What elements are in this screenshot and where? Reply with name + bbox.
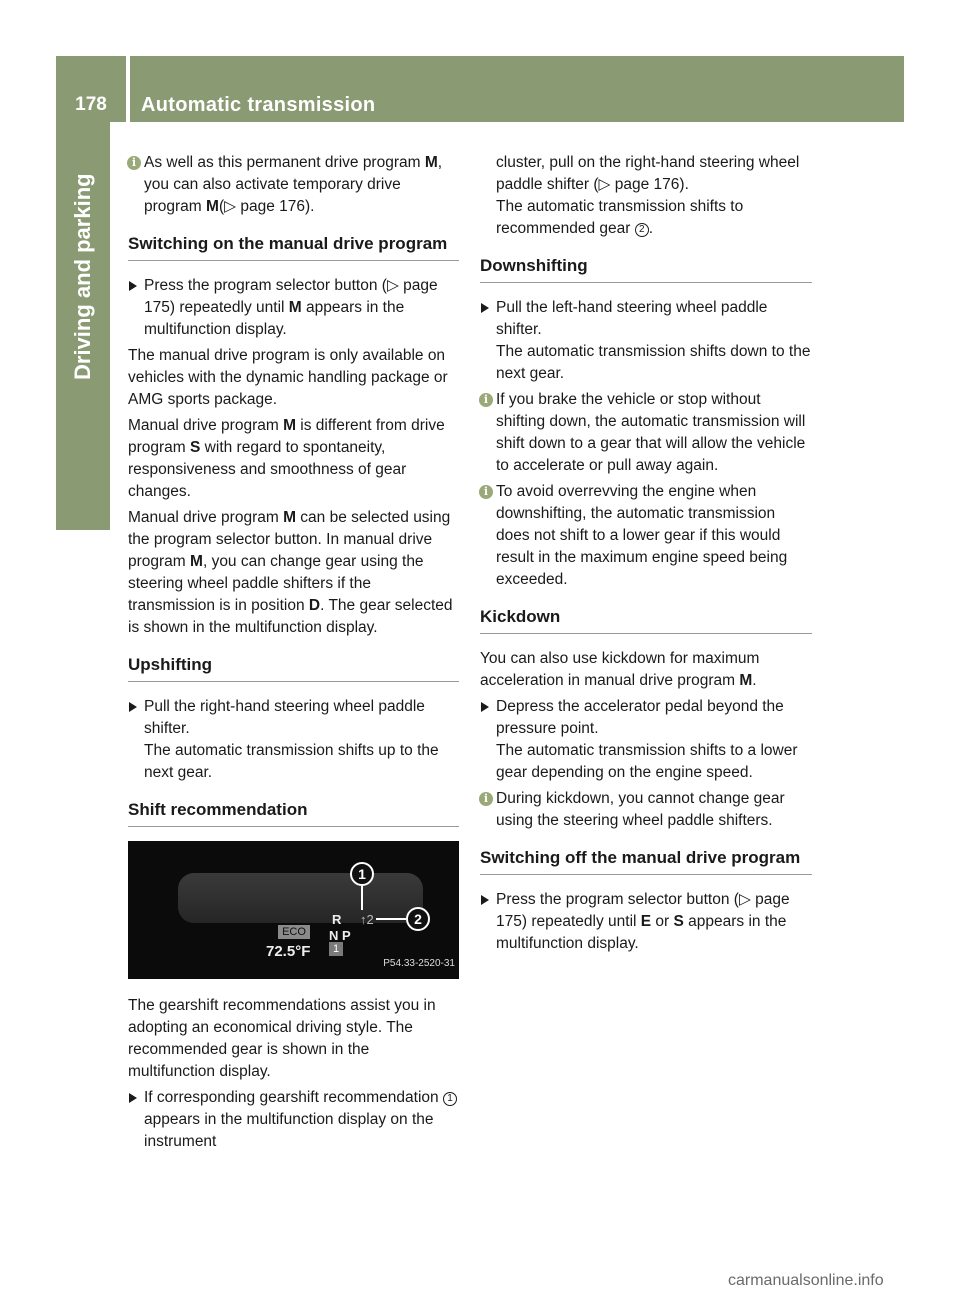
figure-reference: P54.33-2520-31 <box>383 958 455 969</box>
temperature-readout: 72.5°F <box>266 943 311 960</box>
page-title: Automatic transmission <box>141 94 376 116</box>
info-icon: i <box>479 393 493 407</box>
paragraph: You can also use kickdown for maximum acceleration in manual drive program M. <box>480 650 760 689</box>
watermark[interactable]: carmanualsonline.info <box>728 1272 884 1289</box>
heading-upshifting: Upshifting <box>128 653 459 682</box>
step: Pull the left-hand steering wheel paddle shifter. The automatic transmission shifts down to the next gear. <box>480 297 812 385</box>
gear-np: N P <box>329 928 351 943</box>
heading-kickdown: Kickdown <box>480 605 812 634</box>
step-arrow-icon <box>129 281 137 291</box>
side-tab <box>56 122 110 530</box>
gear-r: R <box>332 912 342 927</box>
info-icon: i <box>127 156 141 170</box>
info-icon: i <box>479 485 493 499</box>
step: Pull the right-hand steering wheel paddle shifter. The automatic transmission shifts up to the next gear. <box>128 696 459 784</box>
paragraph: Manual drive program M is different from drive program S with regard to spontaneity, responsiveness and smoothness of gear changes. <box>128 417 445 500</box>
step-arrow-icon <box>129 702 137 712</box>
heading-switching-on: Switching on the manual drive program <box>128 232 459 261</box>
step-arrow-icon <box>481 895 489 905</box>
step-arrow-icon <box>129 1093 137 1103</box>
paragraph: The manual drive program is only available on vehicles with the dynamic handling package or AMG sports package. <box>128 347 448 408</box>
step: Press the program selector button (▷ page 175) repeatedly until E or S appears in the multifunction display. <box>480 889 812 955</box>
right-column <box>480 152 812 959</box>
paragraph: Manual drive program M can be selected using the program selector button. In manual drive program M, you can change gear using the steering wheel paddle shifters if the transmission is in position D. The gear selected is shown in the multifunction display. <box>128 509 453 636</box>
info-note: i As well as this permanent drive program M, you can also activate temporary drive program M(▷ page 176). <box>128 152 459 218</box>
recommended-gear: ↑2 <box>360 912 374 927</box>
callout-2: 2 <box>406 907 430 931</box>
step-arrow-icon <box>481 303 489 313</box>
header-divider <box>126 56 130 122</box>
callout-line <box>361 886 363 910</box>
step: Press the program selector button (▷ page 175) repeatedly until M appears in the multifunction display. <box>128 275 459 341</box>
info-note: i During kickdown, you cannot change gear using the steering wheel paddle shifters. <box>480 788 812 832</box>
heading-shift-recommendation: Shift recommendation <box>128 798 459 827</box>
current-gear: 1 <box>329 942 343 956</box>
callout-line <box>376 918 406 920</box>
callout-1: 1 <box>350 862 374 886</box>
display-band <box>178 873 423 923</box>
step-arrow-icon <box>481 702 489 712</box>
paragraph: The gearshift recommendations assist you in adopting an economical driving style. The recommended gear is shown in the multifunction display. <box>128 997 436 1080</box>
heading-switching-off: Switching off the manual drive program <box>480 846 812 875</box>
heading-downshifting: Downshifting <box>480 254 812 283</box>
callout-ref-2: 2 <box>635 223 649 237</box>
info-note: i If you brake the vehicle or stop without shifting down, the automatic transmission will shift down to a gear that will allow the vehicle to accelerate or pull away again. <box>480 389 812 477</box>
page-number: 178 <box>75 94 107 115</box>
step: If corresponding gearshift recommendation 1 appears in the multifunction display on the instrument <box>128 1087 459 1153</box>
eco-indicator: ECO <box>278 925 310 939</box>
info-note: i To avoid overrevving the engine when downshifting, the automatic transmission does not shift to a lower gear if this would result in the maximum engine speed being exceeded. <box>480 481 812 591</box>
info-icon: i <box>479 792 493 806</box>
left-column <box>128 152 459 1157</box>
multifunction-display-figure <box>128 841 459 979</box>
callout-ref-1: 1 <box>443 1092 457 1106</box>
step-continuation: cluster, pull on the right-hand steering wheel paddle shifter (▷ page 176). The automatic transmission shifts to recommended gear 2 . <box>496 154 800 237</box>
side-tab-label: Driving and parking <box>70 173 95 380</box>
step: Depress the accelerator pedal beyond the pressure point. The automatic transmission shifts to a lower gear depending on the engine speed. <box>480 696 812 784</box>
